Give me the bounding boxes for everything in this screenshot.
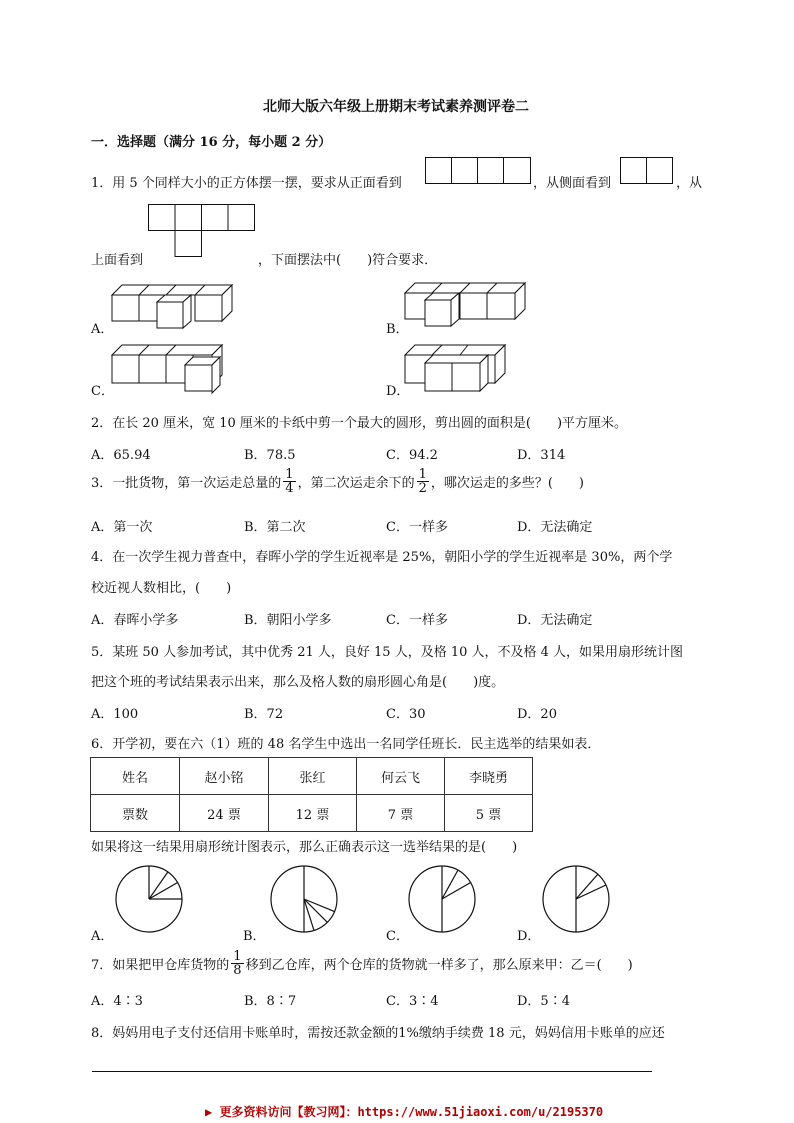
q3-line bbox=[91, 468, 584, 495]
q4-option-c[interactable]: C．一样多 bbox=[386, 613, 448, 628]
front-view-figure bbox=[425, 157, 531, 185]
q4-option-a[interactable]: A．春晖小学多 bbox=[91, 613, 179, 628]
q6-option-c[interactable]: C． bbox=[386, 929, 409, 944]
cube-arrangement-c bbox=[112, 345, 237, 393]
table-row bbox=[91, 795, 533, 832]
q3-option-a[interactable]: A．第一次 bbox=[91, 520, 153, 535]
fraction-one-quarter: $\frac{1}{4}$ bbox=[285, 467, 294, 496]
q1-text-1: 1．用 5 个同样大小的正方体摆一摆，要求从正面看到 bbox=[91, 176, 402, 191]
q5-option-d[interactable]: D．20 bbox=[517, 707, 557, 722]
q7-text-2: 移到乙仓库，两个仓库的货物就一样多了，那么原来甲：乙＝( ) bbox=[245, 958, 633, 973]
q2-option-c[interactable]: C．94.2 bbox=[386, 448, 438, 463]
q4-option-b[interactable]: B．朝阳小学多 bbox=[244, 613, 332, 628]
q6-question: 如果将这一结果用扇形统计图表示，那么正确表示这一选举结果的是( ) bbox=[91, 840, 518, 855]
q3-option-c[interactable]: C．一样多 bbox=[386, 520, 448, 535]
pie-chart-option-b bbox=[270, 865, 338, 933]
cube-arrangement-b bbox=[405, 283, 530, 328]
q1-text-3: ，从 bbox=[676, 176, 703, 191]
q8-text: 8．妈妈用电子支付还信用卡账单时，需按还款金额的1%缴纳手续费 18 元，妈妈信用卡账单的应还 bbox=[91, 1026, 665, 1041]
q3-option-b[interactable]: B．第二次 bbox=[244, 520, 306, 535]
fraction-one-eighth: $\frac{1}{8}$ bbox=[233, 949, 242, 978]
table-cell: 何云飞 bbox=[357, 758, 445, 795]
q4-text-line1: 4．在一次学生视力普查中，春晖小学的学生近视率是 25%，朝阳小学的学生近视率是 30%，两个学 bbox=[91, 550, 673, 565]
q1-option-a[interactable]: A． bbox=[91, 322, 114, 337]
q1-text-4: 上面看到 bbox=[91, 253, 144, 268]
table-cell: 24 票 bbox=[180, 795, 269, 832]
fraction-one-half: $\frac{1}{2}$ bbox=[418, 467, 427, 496]
q1-option-b[interactable]: B． bbox=[386, 322, 409, 337]
side-view-figure bbox=[620, 157, 674, 185]
q3-text-3: ，哪次运走的多些？( ) bbox=[430, 476, 585, 491]
q6-option-d[interactable]: D． bbox=[517, 929, 541, 944]
table-cell: 5 票 bbox=[445, 795, 533, 832]
q3-text-1: 3．一批货物，第一次运走总量的 bbox=[91, 476, 282, 491]
section-heading: 一．选择题（满分 16 分，每小题 2 分） bbox=[91, 135, 332, 150]
q7-option-a[interactable]: A．4∶3 bbox=[91, 994, 143, 1009]
q6-text: 6．开学初，要在六（1）班的 48 名学生中选出一名同学任班长．民主选举的结果如表． bbox=[91, 737, 601, 752]
q1-text-2: ，从侧面看到 bbox=[533, 176, 612, 191]
footer-divider bbox=[92, 1071, 652, 1072]
q3-text-2: ，第二次运走余下的 bbox=[297, 476, 415, 491]
pie-chart-option-d bbox=[542, 865, 610, 933]
page-title: 北师大版六年级上册期末考试素养测评卷二 bbox=[263, 99, 529, 115]
q2-text: 2．在长 20 厘米，宽 10 厘米的卡纸中剪一个最大的圆形，剪出圆的面积是( )平方厘米。 bbox=[91, 416, 628, 431]
pie-chart-option-a bbox=[115, 865, 183, 933]
q1-text-5: ，下面摆法中( )符合要求． bbox=[258, 253, 438, 268]
q1-option-d[interactable]: D． bbox=[386, 384, 410, 399]
q5-option-c[interactable]: C．30 bbox=[386, 707, 426, 722]
q2-option-d[interactable]: D．314 bbox=[517, 448, 566, 463]
table-cell: 票数 bbox=[91, 795, 180, 832]
q7-text-1: 7．如果把甲仓库货物的 bbox=[91, 958, 230, 973]
top-view-figure bbox=[148, 204, 256, 258]
table-cell: 7 票 bbox=[357, 795, 445, 832]
table-row bbox=[91, 758, 533, 795]
q4-option-d[interactable]: D．无法确定 bbox=[517, 613, 593, 628]
q2-option-a[interactable]: A．65.94 bbox=[91, 448, 151, 463]
q2-option-b[interactable]: B．78.5 bbox=[244, 448, 296, 463]
vote-table bbox=[90, 757, 533, 832]
q5-text-line1: 5．某班 50 人参加考试，其中优秀 21 人，良好 15 人，及格 10 人，不及格 4 人，如果用扇形统计图 bbox=[91, 645, 684, 660]
table-cell: 李晓勇 bbox=[445, 758, 533, 795]
q3-option-d[interactable]: D．无法确定 bbox=[517, 520, 593, 535]
table-cell: 赵小铭 bbox=[180, 758, 269, 795]
q5-option-a[interactable]: A．100 bbox=[91, 707, 139, 722]
pie-chart-option-c bbox=[408, 865, 476, 933]
q4-text-line2: 校近视人数相比，( ) bbox=[91, 581, 232, 596]
q5-text-line2: 把这个班的考试结果表示出来，那么及格人数的扇形圆心角是( )度。 bbox=[91, 675, 505, 690]
footer-link[interactable]: ▶ 更多资料访问【教习网】：https://www.51jiaoxi.com/u/2195370 bbox=[205, 1105, 604, 1119]
q1-option-c[interactable]: C． bbox=[91, 384, 114, 399]
q7-option-d[interactable]: D．5∶4 bbox=[517, 994, 570, 1009]
cube-arrangement-a bbox=[112, 285, 237, 330]
q7-option-c[interactable]: C．3∶4 bbox=[386, 994, 439, 1009]
table-cell: 张红 bbox=[269, 758, 357, 795]
q5-option-b[interactable]: B．72 bbox=[244, 707, 284, 722]
table-cell: 姓名 bbox=[91, 758, 180, 795]
q6-option-a[interactable]: A． bbox=[91, 929, 114, 944]
table-cell: 12 票 bbox=[269, 795, 357, 832]
q7-option-b[interactable]: B．8∶7 bbox=[244, 994, 297, 1009]
q7-line bbox=[91, 950, 633, 977]
cube-arrangement-d bbox=[405, 345, 515, 393]
q6-option-b[interactable]: B． bbox=[243, 929, 266, 944]
